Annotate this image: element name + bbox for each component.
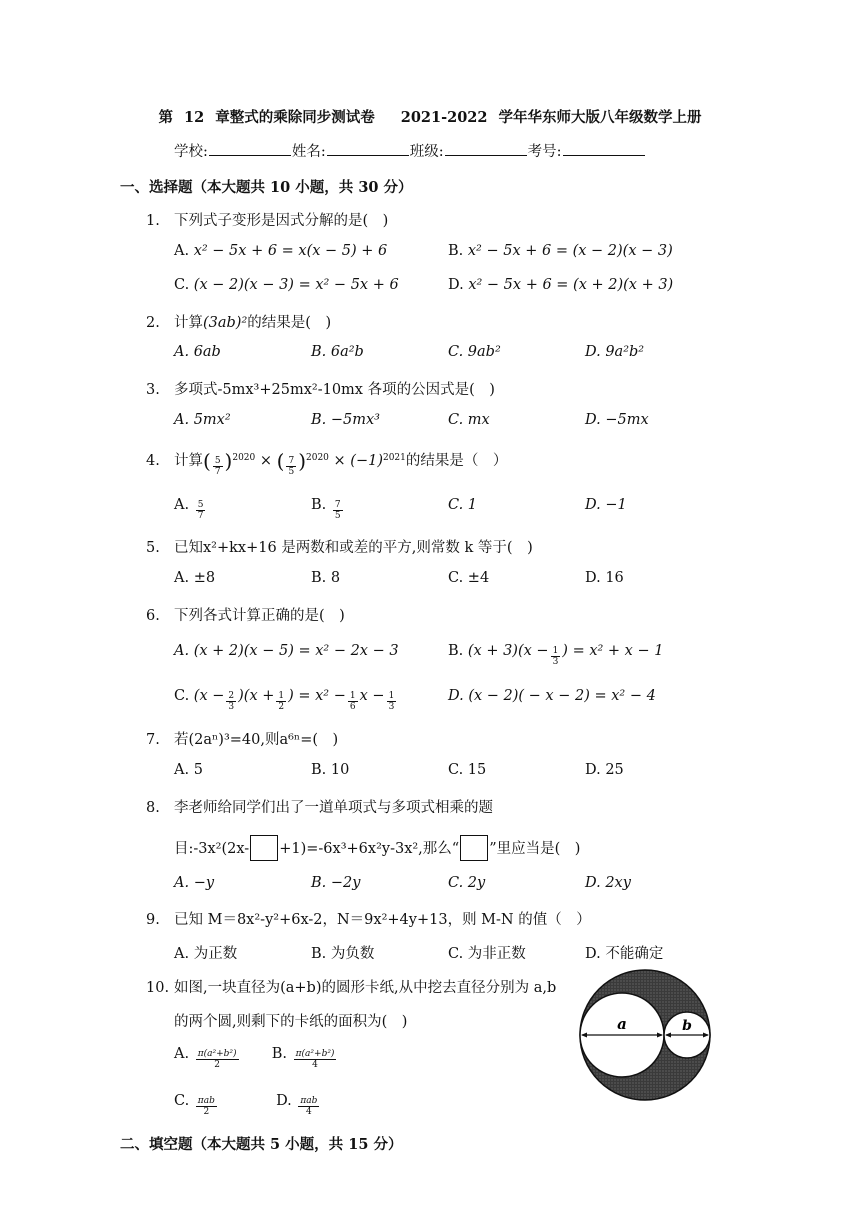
- question-1: [146, 209, 388, 230]
- option-label: A.: [174, 243, 190, 259]
- question-stem: 李老师给同学们出了一道单项式与多项式相乘的题: [174, 800, 493, 816]
- id-label: 考号:: [527, 144, 562, 160]
- question-number: 8.: [146, 800, 160, 816]
- question-7: [146, 728, 338, 749]
- q1-option-d[interactable]: [448, 277, 673, 293]
- option-text: (x − 2)(x − 3) = x² − 5x + 6: [193, 277, 399, 293]
- q5-option-d[interactable]: D. 16: [585, 570, 624, 586]
- q10-option-d[interactable]: D. $\frac{\text{πab}}{4}$: [276, 1093, 318, 1117]
- question-number: 1.: [146, 213, 160, 229]
- fraction: $\frac{5}{7}$: [214, 456, 221, 477]
- exponent: 2020: [232, 453, 256, 463]
- question-10: [146, 976, 556, 997]
- q9-option-b[interactable]: B. 为负数: [311, 946, 375, 962]
- question-4: 4. 计算( $\frac{5}{7}$ )$^{2020}$ × ( $\frac{7}{5}$ )$^{2020} \times (-1)^{2021}$的结果是（ ）: [146, 449, 508, 477]
- circle-figure: [578, 968, 712, 1102]
- q1-option-b[interactable]: [448, 243, 673, 259]
- title-left: 第 12 章整式的乘除同步测试卷: [158, 109, 375, 126]
- id-field[interactable]: [563, 143, 645, 156]
- exponent: 2020: [306, 453, 329, 463]
- question-2: [146, 311, 331, 332]
- q8-option-a[interactable]: A. −y: [174, 875, 215, 891]
- q10-options-row2: [174, 1093, 321, 1117]
- question-stem: 已知 M＝8x²-y²+6x-2，N＝9x²+4y+13，则 M-N 的值（ ）: [174, 912, 591, 928]
- school-label: 学校:: [174, 144, 208, 160]
- q5-option-b[interactable]: B. 8: [311, 570, 341, 586]
- student-info-line: [174, 140, 646, 161]
- q10-option-b[interactable]: B. $\frac{\text{π(a²+b²)}}{4}$: [271, 1046, 335, 1070]
- q4-option-d[interactable]: D. −1: [585, 497, 627, 513]
- page-title: [0, 106, 860, 127]
- school-field[interactable]: [209, 143, 291, 156]
- q9-option-a[interactable]: A. 为正数: [174, 946, 238, 962]
- q10-option-a[interactable]: A. $\frac{\text{π(a²+b²)}}{2}$: [174, 1046, 237, 1070]
- question-stem: 多项式-5mx³+25mx²-10mx 各项的公因式是( ): [174, 382, 495, 398]
- label-b: b: [682, 1018, 692, 1034]
- question-6: [146, 604, 345, 625]
- q1-option-a[interactable]: [174, 243, 387, 259]
- q3-option-c[interactable]: C. mx: [448, 412, 490, 428]
- q8-option-c[interactable]: C. 2y: [448, 875, 486, 891]
- name-label: 姓名:: [291, 144, 326, 160]
- option-label: B.: [448, 243, 464, 259]
- class-field[interactable]: [445, 143, 527, 156]
- q1-option-c[interactable]: [174, 277, 399, 293]
- q4-option-a[interactable]: A. $\frac{5}{7}$: [174, 497, 204, 521]
- question-number: 4.: [146, 453, 160, 469]
- question-number: 5.: [146, 540, 160, 556]
- section2-heading: 二、填空题（本大题共 5 小题，共 15 分）: [120, 1136, 403, 1153]
- q6-option-d[interactable]: D. (x − 2)( − x − 2) = x² − 4: [448, 688, 656, 704]
- option-text: x² − 5x + 6 = x(x − 5) + 6: [193, 243, 388, 259]
- q9-option-d[interactable]: D. 不能确定: [585, 946, 664, 962]
- question-stem: 如图,一块直径为(a+b)的圆形卡纸,从中挖去直径分别为 a,b: [174, 980, 557, 996]
- blank-box: [250, 835, 278, 861]
- q7-option-d[interactable]: D. 25: [585, 762, 624, 778]
- q6-option-b[interactable]: B. (x + 3)(x − $\frac{1}{3}$ ) = x² + x − 1: [448, 643, 664, 667]
- option-label: D.: [448, 277, 464, 293]
- stem-post: 的结果是（ ）: [405, 453, 508, 469]
- q10-options-row1: [174, 1046, 338, 1070]
- q6-option-c[interactable]: C. (x − $\frac{2}{3}$ )(x + $\frac{1}{2}$ ) = x² − $\frac{1}{6}$ x − $\frac{1}{3}$: [174, 688, 395, 712]
- q2-option-c[interactable]: C. 9ab²: [448, 344, 501, 360]
- q5-option-a[interactable]: A. ±8: [174, 570, 216, 586]
- title-right: 2021-2022 学年华东师大版八年级数学上册: [400, 109, 702, 126]
- q7-option-c[interactable]: C. 15: [448, 762, 487, 778]
- q9-option-c[interactable]: C. 为非正数: [448, 946, 526, 962]
- question-number: 6.: [146, 608, 160, 624]
- q6-option-a[interactable]: A. (x + 2)(x − 5) = x² − 2x − 3: [174, 643, 399, 659]
- q4-option-b[interactable]: B. $\frac{7}{5}$: [311, 497, 341, 521]
- q2-option-b[interactable]: B. 6a²b: [311, 344, 364, 360]
- stem-pre: 计算: [174, 315, 203, 331]
- question-number: 7.: [146, 732, 160, 748]
- question-number: 10.: [146, 980, 170, 996]
- option-text: x² − 5x + 6 = (x − 2)(x − 3): [467, 243, 673, 259]
- option-label: C.: [174, 277, 190, 293]
- question-number: 2.: [146, 315, 160, 331]
- stem-pre: 计算: [174, 453, 203, 469]
- question-5: [146, 536, 533, 557]
- stem-post: 的结果是( ): [247, 315, 332, 331]
- question-number: 9.: [146, 912, 160, 928]
- option-text: x² − 5x + 6 = (x + 2)(x + 3): [468, 277, 674, 293]
- q10-option-c[interactable]: C. $\frac{\text{πab}}{2}$: [174, 1093, 215, 1117]
- q8-option-b[interactable]: B. −2y: [311, 875, 361, 891]
- section1-heading: 一、选择题（本大题共 10 小题，共 30 分）: [120, 179, 413, 196]
- question-stem: 已知x²+kx+16 是两数和或差的平方,则常数 k 等于( ): [174, 540, 533, 556]
- question-8: [146, 796, 493, 817]
- q3-option-a[interactable]: A. 5mx²: [174, 412, 231, 428]
- q7-option-a[interactable]: A. 5: [174, 762, 203, 778]
- question-number: 3.: [146, 382, 160, 398]
- exponent: 2021: [382, 453, 406, 463]
- label-a: a: [617, 1015, 627, 1033]
- question-10-line2: 的两个圆,则剩下的卡纸的面积为( ): [174, 1014, 408, 1030]
- stem-expr: (3ab)²: [203, 315, 248, 331]
- q4-option-c[interactable]: C. 1: [448, 497, 478, 513]
- q3-option-d[interactable]: D. −5mx: [585, 412, 649, 428]
- blank-box: [460, 835, 488, 861]
- question-9: [146, 908, 591, 929]
- q2-option-a[interactable]: A. 6ab: [174, 344, 221, 360]
- q8-option-d[interactable]: D. 2xy: [585, 875, 631, 891]
- name-field[interactable]: [327, 143, 409, 156]
- question-8-line2: 目:-3x²(2x- +1)=-6x³+6x²y-3x²,那么“ ”里应当是( ): [174, 835, 580, 861]
- question-stem: 若(2aⁿ)³=40,则a⁶ⁿ=( ): [174, 732, 339, 748]
- question-stem: 下列各式计算正确的是( ): [174, 608, 345, 624]
- fraction: $\frac{7}{5}$: [288, 456, 295, 477]
- question-stem: 下列式子变形是因式分解的是( ): [174, 213, 389, 229]
- q3-option-b[interactable]: B. −5mx³: [311, 412, 380, 428]
- q7-option-b[interactable]: B. 10: [311, 762, 350, 778]
- class-label: 班级:: [409, 144, 444, 160]
- question-3: [146, 378, 495, 399]
- q5-option-c[interactable]: C. ±4: [448, 570, 490, 586]
- q2-option-d[interactable]: D. 9a²b²: [585, 344, 645, 360]
